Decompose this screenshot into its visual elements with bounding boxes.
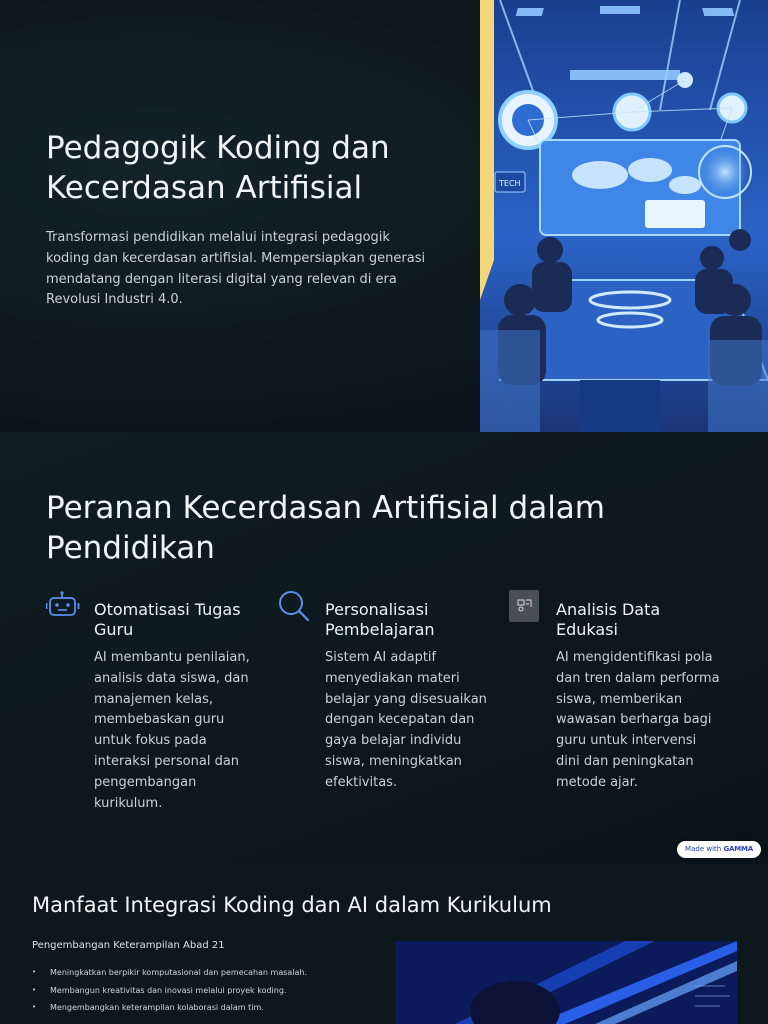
card-title: Otomatisasi Tugas Guru	[94, 600, 241, 639]
card-text: AI mengidentifikasi pola dan tren dalam performa siswa, memberikan wawasan berharga bagi guru untuk intervensi dini dan peningkatan metode ajar.	[556, 650, 720, 790]
benefits-list	[32, 964, 307, 1017]
hero-title: Pedagogik Koding dan Kecerdasan Artifisial	[46, 130, 390, 206]
coding-illustration	[395, 941, 737, 1024]
benefits-section	[0, 864, 768, 1024]
data-analysis-icon	[508, 590, 542, 624]
badge-prefix: Made with	[685, 845, 722, 853]
ai-roles-section	[0, 432, 768, 864]
card-title: Personalisasi Pembelajaran	[325, 600, 435, 639]
classroom-illustration	[480, 0, 768, 432]
magnifier-icon	[277, 590, 311, 624]
made-with-gamma-badge[interactable]	[677, 841, 761, 858]
card-title: Analisis Data Edukasi	[556, 600, 661, 639]
card-text: Sistem AI adaptif menyediakan materi belajar yang disesuaikan dengan kecepatan dan gaya belajar individu siswa, meningkatkan efektivitas.	[325, 650, 487, 790]
list-item: • Membangun kreativitas dan inovasi melalui proyek koding.	[32, 982, 307, 1000]
list-item: • Mengembangkan keterampilan kolaborasi dalam tim.	[32, 999, 307, 1017]
hero-section	[0, 0, 768, 432]
hero-classroom-image	[480, 0, 768, 432]
screen-tech-label: TECH	[499, 179, 521, 188]
benefits-title: Manfaat Integrasi Koding dan AI dalam Kurikulum	[32, 893, 552, 917]
hero-description: Transformasi pendidikan melalui integrasi pedagogik koding dan kecerdasan artifisial. Mempersiapkan generasi mendatang dengan literasi digital yang relevan di era Revolusi Industri 4.0.	[46, 230, 426, 308]
ai-roles-title: Peranan Kecerdasan Artifisial dalam Pendidikan	[46, 490, 605, 566]
list-item: • Meningkatkan berpikir komputasional dan pemecahan masalah.	[32, 964, 307, 982]
robot-icon	[46, 590, 80, 624]
benefits-coding-image	[395, 941, 737, 1024]
gamma-logo: GAMMA	[723, 845, 753, 853]
card-text: AI membantu penilaian, analisis data siswa, dan manajemen kelas, membebaskan guru untuk fokus pada interaksi personal dan pengembangan kurikulum.	[94, 650, 250, 811]
benefits-subtitle: Pengembangan Keterampilan Abad 21	[32, 940, 225, 951]
